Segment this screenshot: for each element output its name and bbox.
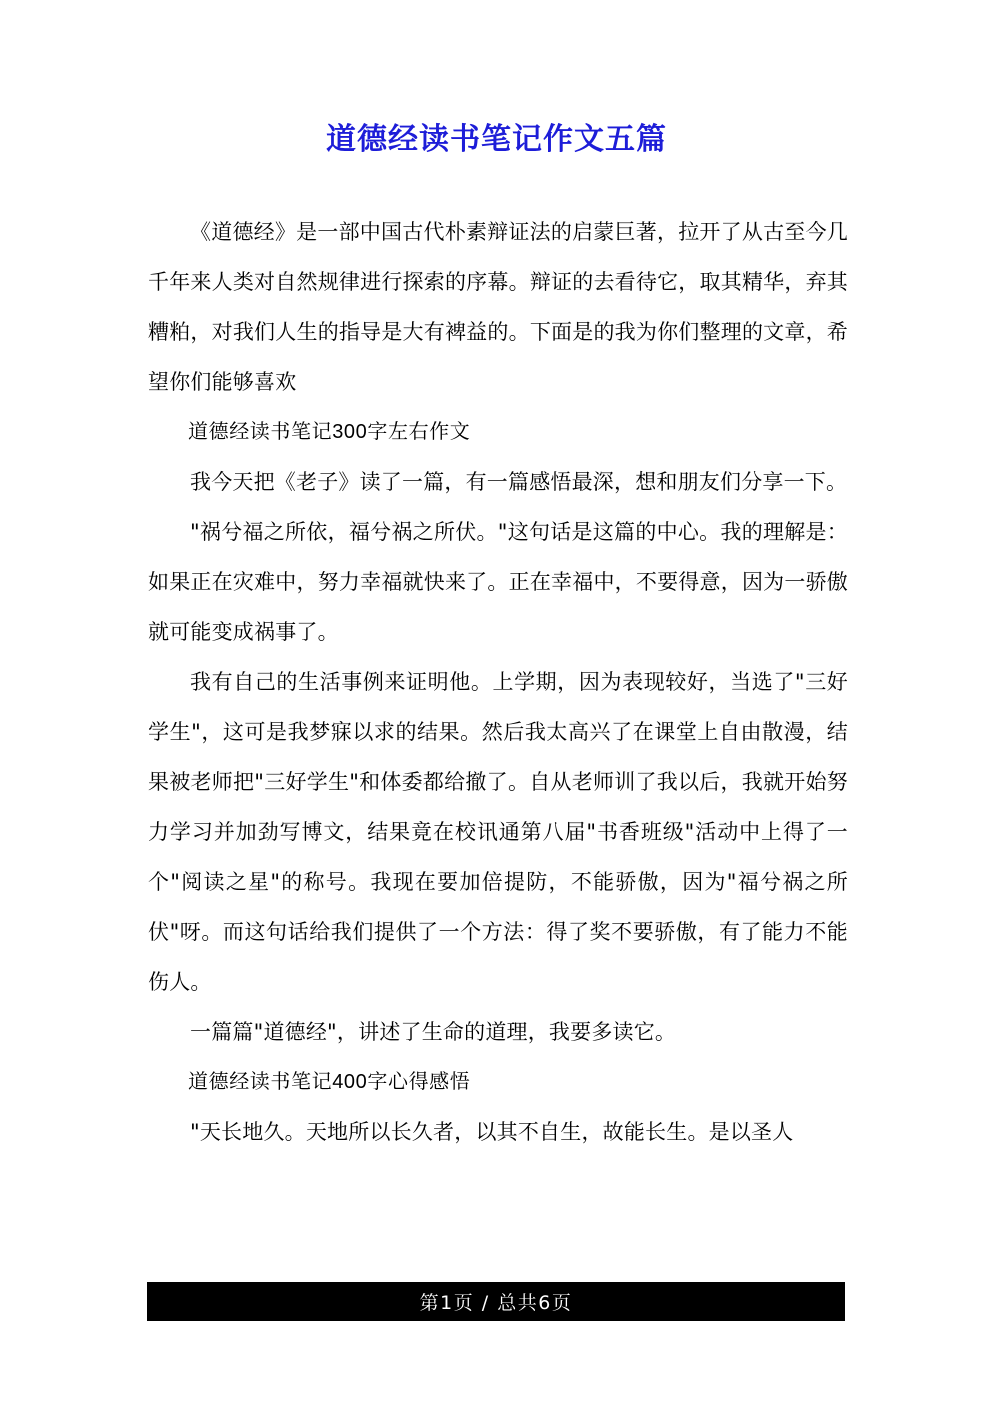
paragraph-intro: 《道德经》是一部中国古代朴素辩证法的启蒙巨著，拉开了从古至今几千年来人类对自然规律进行探索的序幕。辩证的去看待它，取其精华，弃其糟粕，对我们人生的指导是大有裨益的。下面是的我为你们整理的文章，希望你们能够喜欢	[148, 220, 848, 394]
paragraph-laozi-share: 我今天把《老子》读了一篇，有一篇感悟最深，想和朋友们分享一下。	[190, 470, 848, 494]
page-title: 道德经读书笔记作文五篇	[326, 122, 667, 157]
page-number-label: 第1页 / 总共6页	[419, 1292, 573, 1314]
paragraph-life-example: 我有自己的生活事例来证明他。上学期，因为表现较好，当选了"三好学生"，这可是我梦寐以求的结果。然后我太高兴了在课堂上自由散漫，结果被老师把"三好学生"和体委都给撤了。自从老师训了我以后，我就开始努力学习并加劲写博文，结果竟在校讯通第八届"书香班级"活动中上得了一个"阅读之星"的称号。我现在要加倍提防，不能骄傲，因为"福兮祸之所伏"呀。而这句话给我们提供了一个方法：得了奖不要骄傲，有了能力不能伤人。	[148, 670, 848, 994]
section-heading-300: 道德经读书笔记300字左右作文	[188, 421, 471, 443]
page-footer-bar	[147, 1282, 845, 1321]
paragraph-tianchangdijiu: "天长地久。天地所以长久者，以其不自生，故能长生。是以圣人	[190, 1120, 794, 1144]
section-heading-400: 道德经读书笔记400字心得感悟	[188, 1071, 471, 1093]
document-body	[148, 207, 848, 1157]
paragraph-conclusion: 一篇篇"道德经"，讲述了生命的道理，我要多读它。	[190, 1020, 677, 1044]
paragraph-huo-xi-fu: "祸兮福之所依，福兮祸之所伏。"这句话是这篇的中心。我的理解是：如果正在灾难中，努力幸福就快来了。正在幸福中，不要得意，因为一骄傲就可能变成祸事了。	[148, 520, 848, 644]
